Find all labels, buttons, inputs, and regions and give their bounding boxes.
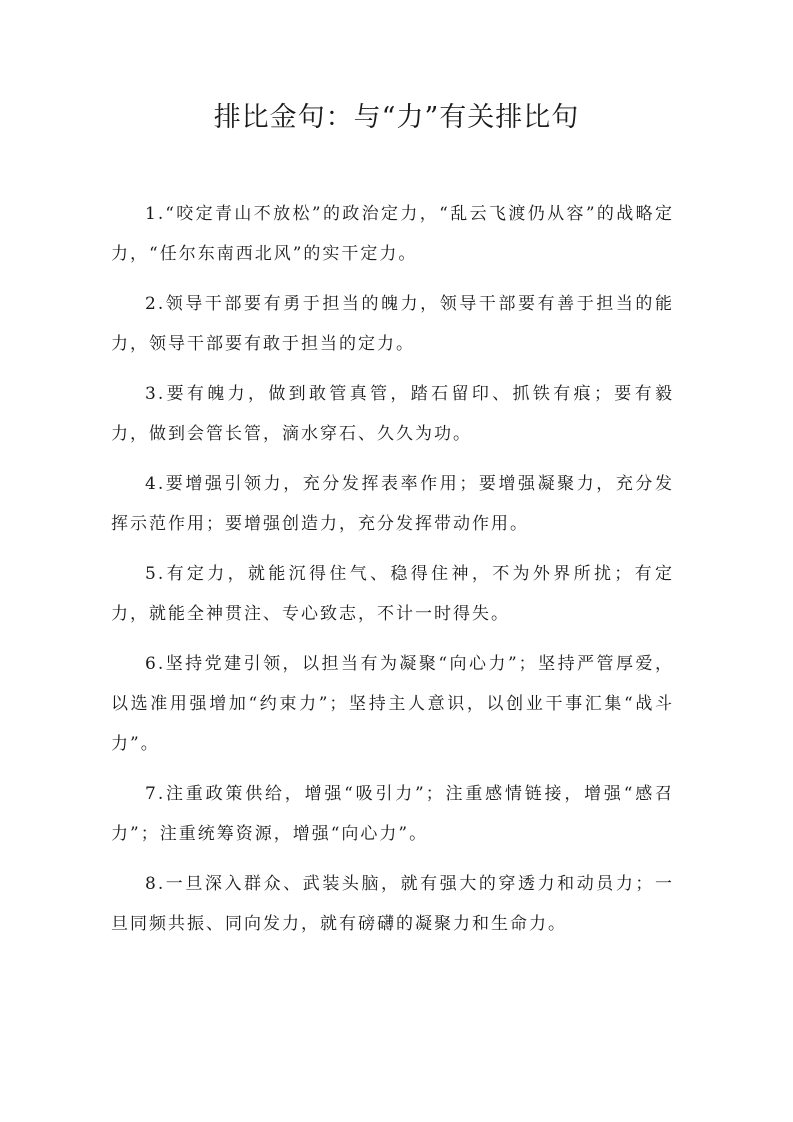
paragraph-5: 5.有定力，就能沉得住气、稳得住神，不为外界所扰；有定力，就能全神贯注、专心致志，不计一时得失。 (111, 564, 674, 624)
paragraph-3: 3.要有魄力，做到敢管真管，踏石留印、抓铁有痕；要有毅力，做到会管长管，滴水穿石、久久为功。 (111, 384, 674, 444)
document-title: 排比金句：与“力”有关排比句 (213, 102, 580, 133)
paragraph-7: 7.注重政策供给，增强“吸引力”；注重感情链接，增强“感召力”；注重统筹资源，增强“向心力”。 (111, 784, 674, 844)
paragraph-4: 4.要增强引领力，充分发挥表率作用；要增强凝聚力，充分发挥示范作用；要增强创造力，充分发挥带动作用。 (111, 474, 674, 534)
paragraph-1: 1.“咬定青山不放松”的政治定力，“乱云飞渡仍从容”的战略定力，“任尔东南西北风”的实干定力。 (111, 204, 674, 264)
paragraph-2: 2.领导干部要有勇于担当的魄力，领导干部要有善于担当的能力，领导干部要有敢于担当的定力。 (111, 294, 674, 354)
paragraph-8: 8.一旦深入群众、武装头脑，就有强大的穿透力和动员力；一旦同频共振、同向发力，就有磅礴的凝聚力和生命力。 (111, 874, 674, 934)
document-body (111, 194, 674, 954)
paragraph-6: 6.坚持党建引领，以担当有为凝聚“向心力”；坚持严管厚爱，以选准用强增加“约束力”；坚持主人意识，以创业干事汇集“战斗力”。 (111, 654, 674, 754)
